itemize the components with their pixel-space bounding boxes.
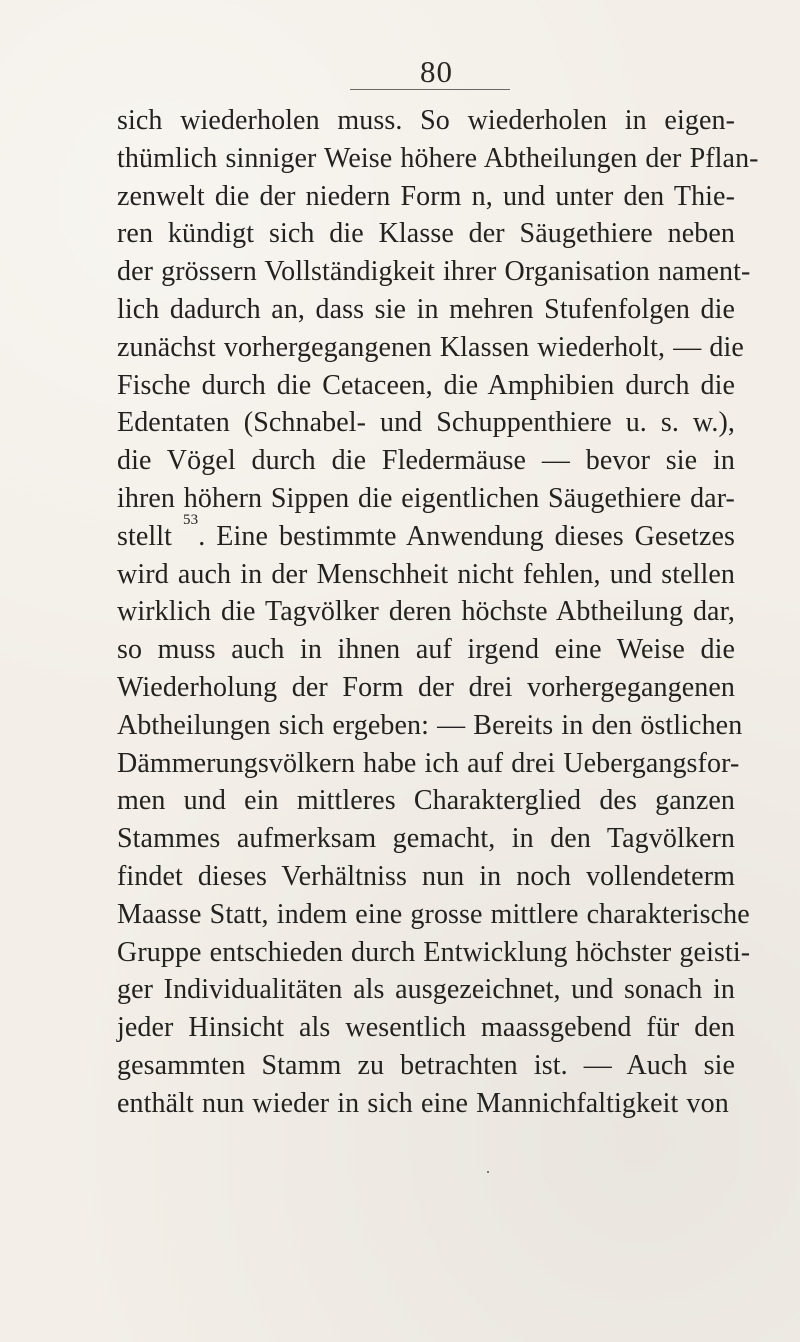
text-line: lich dadurch an, dass sie in mehren Stufenfolgen die — [117, 293, 735, 325]
text-line: Stammes aufmerksam gemacht, in den Tagvölkern — [117, 823, 735, 855]
text-line: der grössern Vollständigkeit ihrer Organisation nament- — [117, 256, 751, 288]
text-line: wirklich die Tagvölker deren höchste Abtheilung dar, — [117, 596, 735, 628]
text-line: zenwelt die der niedern Form n, und unter den Thie- — [117, 180, 735, 212]
text-line: jeder Hinsicht als wesentlich maassgebend für den — [117, 1012, 735, 1044]
text-line: Abtheilungen sich ergeben: — Bereits in den östlichen — [117, 709, 743, 741]
page-mark — [487, 1171, 489, 1173]
text-line: findet dieses Verhältniss nun in noch vollendeterm — [117, 860, 735, 892]
text-line: thümlich sinniger Weise höhere Abtheilungen der Pflan- — [117, 142, 759, 174]
text-line: wird auch in der Menschheit nicht fehlen, und stellen — [117, 558, 735, 590]
body-text — [117, 102, 759, 1123]
text-line: Fische durch die Cetaceen, die Amphibien durch die — [117, 369, 735, 401]
text-line: Dämmerungsvölkern habe ich auf drei Uebergangsfor- — [117, 747, 740, 779]
text-line: men und ein mittleres Charakterglied des ganzen — [117, 785, 735, 817]
text-line: Gruppe entschieden durch Entwicklung höchster geisti- — [117, 936, 751, 968]
text-line: sich wiederholen muss. So wiederholen in eigen- — [117, 105, 735, 136]
page-number: 80 — [420, 54, 453, 89]
text-line: gesammten Stamm zu betrachten ist. — Auch sie — [117, 1049, 735, 1081]
text-line: zunächst vorhergegangenen Klassen wiederholt, — die — [117, 331, 744, 363]
text-line: Edentaten (Schnabel- und Schuppenthiere u. s. w.), — [117, 407, 735, 439]
text-line: ren kündigt sich die Klasse der Säugethiere neben — [117, 218, 735, 250]
text-line: Wiederholung der Form der drei vorhergegangenen — [117, 671, 735, 703]
line-text-before-footnote: stellt — [117, 520, 184, 552]
text-line: ger Individualitäten als ausgezeichnet, und sonach in — [117, 974, 735, 1006]
text-line: Maasse Statt, indem eine grosse mittlere charakterische — [117, 898, 750, 930]
text-line: die Vögel durch die Fledermäuse — bevor sie in — [117, 445, 735, 477]
footnote-reference: 53 — [183, 512, 199, 529]
header-rule — [350, 89, 510, 90]
text-line: enthält nun wieder in sich eine Mannichfaltigkeit von — [117, 1087, 729, 1119]
text-line: so muss auch in ihnen auf irgend eine Weise die — [117, 634, 735, 666]
text-line: ihren höhern Sippen die eigentlichen Säugethiere dar- — [117, 482, 735, 514]
line-text-after-footnote: . Eine bestimmte Anwendung dieses Gesetzes — [198, 520, 735, 552]
text-line-with-footnote — [117, 512, 735, 556]
